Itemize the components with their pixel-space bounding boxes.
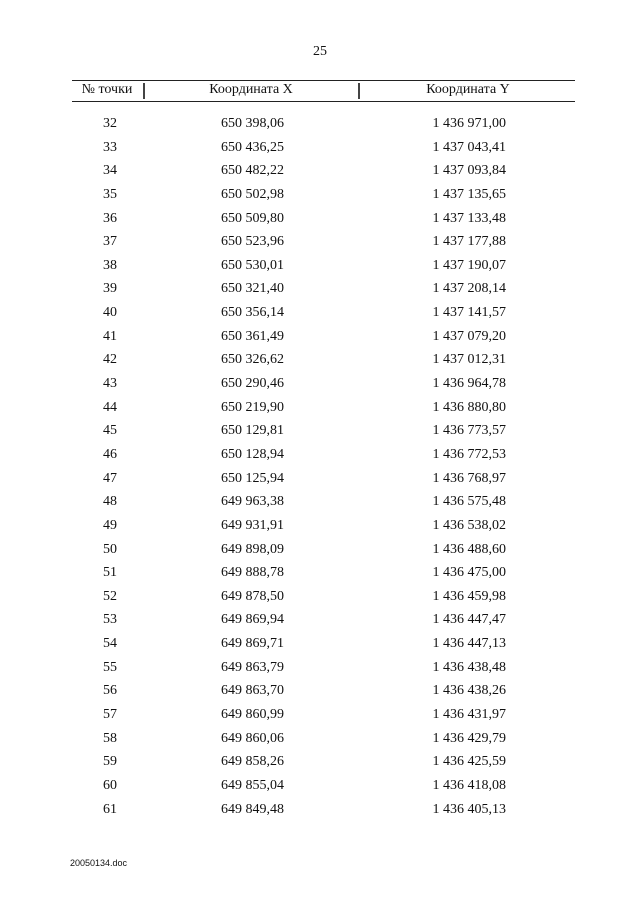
coordinate-x-cell: 650 129,81 [221,423,284,439]
coordinate-y-cell: 1 436 488,60 [432,541,506,557]
coordinate-x-cell: 650 361,49 [221,328,284,344]
table-row [0,802,640,826]
point-number-cell: 36 [103,210,117,226]
point-number-cell: 57 [103,707,117,723]
coordinate-x-cell: 650 436,25 [221,139,284,155]
header-coordinate-x: Координата X [209,82,293,97]
table-row [0,163,640,187]
coordinate-y-cell: 1 437 043,41 [432,139,506,155]
coordinate-x-cell: 649 869,71 [221,636,284,652]
table-row [0,211,640,235]
coordinate-y-cell: 1 436 575,48 [432,494,506,510]
coordinate-x-cell: 650 326,62 [221,352,284,368]
column-separator [358,83,360,99]
table-row [0,542,640,566]
coordinate-x-cell: 650 398,06 [221,116,284,131]
coordinate-x-cell: 649 860,06 [221,730,284,746]
header-bottom-rule [72,101,575,102]
coordinate-y-cell: 1 436 768,97 [432,470,506,486]
point-number-cell: 37 [103,234,117,250]
coordinate-x-cell: 650 125,94 [221,470,284,486]
table-row [0,140,640,164]
header-point-number: № точки [81,82,133,97]
point-number-cell: 54 [103,636,117,652]
table-row [0,494,640,518]
table-row [0,116,640,140]
point-number-cell: 41 [103,328,117,344]
point-number-cell: 39 [103,281,117,297]
table-row [0,589,640,613]
coordinate-y-cell: 1 437 135,65 [432,186,506,202]
table-row [0,281,640,305]
point-number-cell: 34 [103,163,117,179]
coordinate-y-cell: 1 436 405,13 [432,801,506,817]
point-number-cell: 53 [103,612,117,628]
header-coordinate-y: Координата Y [426,82,510,97]
table-row [0,447,640,471]
table-row [0,707,640,731]
point-number-cell: 51 [103,565,117,581]
coordinate-y-cell: 1 436 418,08 [432,777,506,793]
coordinate-y-cell: 1 436 429,79 [432,730,506,746]
coordinate-x-cell: 649 869,94 [221,612,284,628]
coordinate-x-cell: 650 290,46 [221,376,284,392]
coordinate-x-cell: 650 356,14 [221,305,284,321]
table-row [0,683,640,707]
coordinate-x-cell: 649 931,91 [221,517,284,533]
coordinate-x-cell: 649 860,99 [221,707,284,723]
point-number-cell: 52 [103,588,117,604]
coordinate-x-cell: 650 523,96 [221,234,284,250]
point-number-cell: 61 [103,801,117,817]
coordinate-x-cell: 650 530,01 [221,257,284,273]
coordinate-x-cell: 649 863,70 [221,683,284,699]
coordinate-x-cell: 649 863,79 [221,659,284,675]
coordinate-y-cell: 1 436 538,02 [432,517,506,533]
point-number-cell: 60 [103,777,117,793]
coordinate-y-cell: 1 436 447,13 [432,636,506,652]
coordinate-x-cell: 650 321,40 [221,281,284,297]
coordinate-x-cell: 649 849,48 [221,801,284,817]
table-body [0,116,640,825]
point-number-cell: 40 [103,305,117,321]
point-number-cell: 42 [103,352,117,368]
table-row [0,731,640,755]
coordinate-x-cell: 649 898,09 [221,541,284,557]
coordinate-x-cell: 650 509,80 [221,210,284,226]
table-row [0,329,640,353]
table-row [0,258,640,282]
coordinate-y-cell: 1 436 459,98 [432,588,506,604]
point-number-cell: 43 [103,376,117,392]
table-row [0,754,640,778]
coordinate-y-cell: 1 436 964,78 [432,376,506,392]
point-number-cell: 55 [103,659,117,675]
page-number: 25 [313,44,327,59]
coordinate-x-cell: 649 963,38 [221,494,284,510]
table-row [0,187,640,211]
table-row [0,376,640,400]
point-number-cell: 56 [103,683,117,699]
table-row [0,778,640,802]
table-row [0,612,640,636]
table-row [0,660,640,684]
point-number-cell: 44 [103,399,117,415]
point-number-cell: 46 [103,446,117,462]
point-number-cell: 47 [103,470,117,486]
coordinate-y-cell: 1 436 773,57 [432,423,506,439]
file-name-footer: 20050134.doc [70,858,128,868]
table-row [0,565,640,589]
point-number-cell: 45 [103,423,117,439]
coordinate-x-cell: 650 502,98 [221,186,284,202]
coordinate-y-cell: 1 437 141,57 [432,305,506,321]
point-number-cell: 58 [103,730,117,746]
table-row [0,400,640,424]
table-row [0,352,640,376]
coordinate-x-cell: 649 888,78 [221,565,284,581]
coordinate-y-cell: 1 436 971,00 [432,116,506,131]
coordinate-y-cell: 1 437 177,88 [432,234,506,250]
coordinate-x-cell: 650 219,90 [221,399,284,415]
coordinate-x-cell: 649 878,50 [221,588,284,604]
coordinate-y-cell: 1 437 012,31 [432,352,506,368]
header-top-rule [72,80,575,81]
coordinate-x-cell: 649 855,04 [221,777,284,793]
table-row [0,471,640,495]
coordinate-y-cell: 1 436 438,26 [432,683,506,699]
coordinate-y-cell: 1 437 079,20 [432,328,506,344]
point-number-cell: 33 [103,139,117,155]
table-row [0,423,640,447]
coordinate-y-cell: 1 436 438,48 [432,659,506,675]
point-number-cell: 59 [103,754,117,770]
coordinate-y-cell: 1 437 190,07 [432,257,506,273]
coordinate-y-cell: 1 436 447,47 [432,612,506,628]
point-number-cell: 50 [103,541,117,557]
coordinate-y-cell: 1 437 133,48 [432,210,506,226]
table-row [0,305,640,329]
table-row [0,234,640,258]
coordinate-y-cell: 1 437 208,14 [432,281,506,297]
point-number-cell: 48 [103,494,117,510]
point-number-cell: 38 [103,257,117,273]
coordinate-x-cell: 649 858,26 [221,754,284,770]
table-row [0,518,640,542]
coordinate-y-cell: 1 436 475,00 [432,565,506,581]
coordinate-y-cell: 1 437 093,84 [432,163,506,179]
coordinate-y-cell: 1 436 880,80 [432,399,506,415]
point-number-cell: 32 [103,116,117,131]
point-number-cell: 35 [103,186,117,202]
coordinate-y-cell: 1 436 772,53 [432,446,506,462]
coordinate-x-cell: 650 482,22 [221,163,284,179]
point-number-cell: 49 [103,517,117,533]
table-row [0,636,640,660]
coordinate-y-cell: 1 436 431,97 [432,707,506,723]
coordinate-x-cell: 650 128,94 [221,446,284,462]
coordinate-y-cell: 1 436 425,59 [432,754,506,770]
